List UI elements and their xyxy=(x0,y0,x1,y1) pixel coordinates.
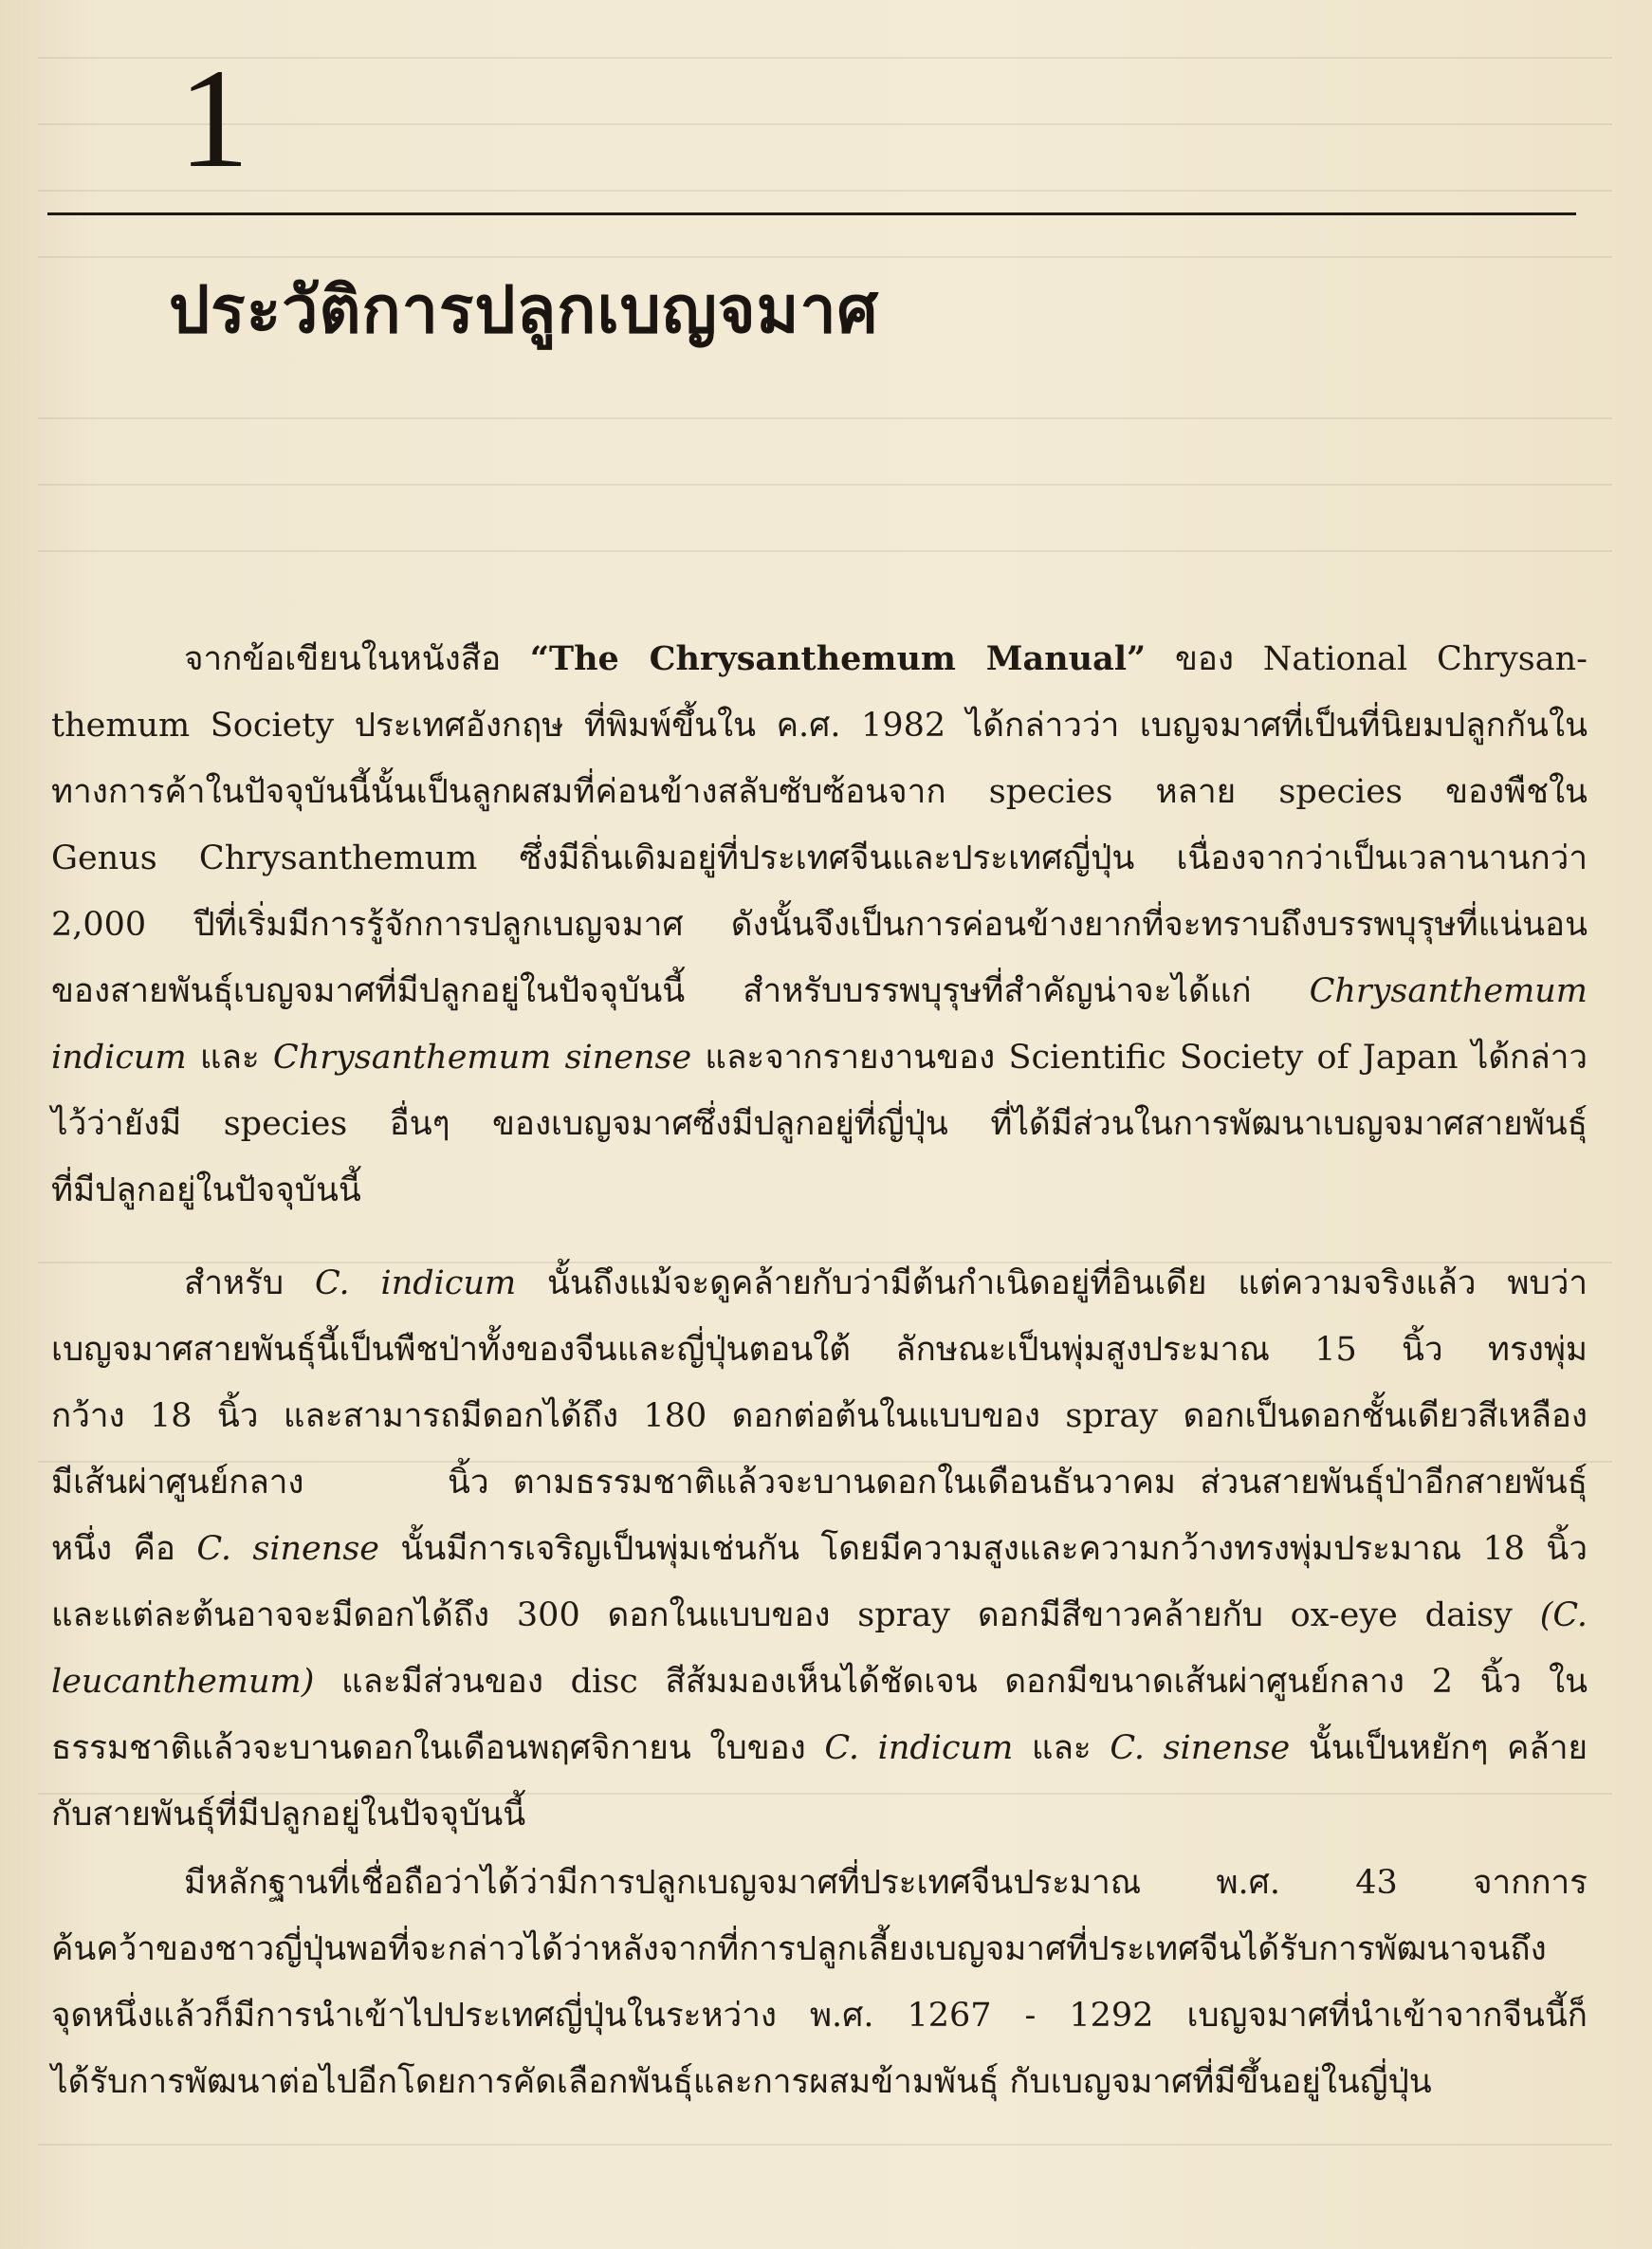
text-line xyxy=(51,626,1588,692)
text-run: ที่มีปลูกอยู่ในปัจจุบันนี้ xyxy=(51,1171,361,1209)
text-run: และมีส่วนของ disc สีส้มมองเห็นได้ชัดเจน ดอกมีขนาดเส้นผ่าศูนย์กลาง 2 นิ้ว ใน xyxy=(314,1663,1588,1701)
text-line xyxy=(51,1250,1588,1317)
text-run: จากข้อเขียนในหนังสือ xyxy=(184,640,530,678)
text-line xyxy=(51,1091,1588,1157)
text-line xyxy=(51,1582,1588,1649)
text-run: สำหรับ xyxy=(184,1264,315,1302)
paragraph xyxy=(51,1850,1588,2115)
scientific-name: Chrysanthemum xyxy=(1309,972,1588,1010)
chapter-divider xyxy=(47,212,1576,215)
text-run: มีหลักฐานที่เชื่อถือว่าได้ว่ามีการปลูกเบญจมาศที่ประเทศจีนประมาณ พ.ศ. 43 จากการ xyxy=(184,1864,1588,1902)
scientific-name: C. sinense xyxy=(196,1530,379,1568)
text-run: นั้นเป็นหยักๆ คล้าย xyxy=(1290,1729,1588,1767)
text-run: ทางการค้าในปัจจุบันนี้นั้นเป็นลูกผสมที่ค่อนข้างสลับซับซ้อนจาก species หลาย species ของพืชใน xyxy=(51,773,1588,811)
text-line xyxy=(51,1516,1588,1582)
text-line xyxy=(51,1781,1588,1848)
text-line xyxy=(51,1157,1588,1224)
scientific-name: C. indicum xyxy=(314,1264,517,1302)
text-run: กับสายพันธุ์ที่มีปลูกอยู่ในปัจจุบันนี้ xyxy=(51,1796,526,1834)
text-line xyxy=(51,1449,1588,1516)
text-line xyxy=(51,759,1588,825)
text-line xyxy=(51,2049,1588,2115)
text-run: เบญจมาศสายพันธุ์นี้เป็นพืชป่าทั้งของจีนและญี่ปุ่นตอนใต้ ลักษณะเป็นพุ่มสูงประมาณ 15 นิ้ว ทรงพุ่ม xyxy=(51,1331,1588,1369)
text-run: ได้รับการพัฒนาต่อไปอีกโดยการคัดเลือกพันธุ์และการผสมข้ามพันธุ์ กับเบญจมาศที่มีขึ้นอยู่ในญี่ปุ่น xyxy=(51,2063,1432,2101)
text-line xyxy=(51,1383,1588,1449)
text-line xyxy=(51,958,1588,1024)
scientific-name: leucanthemum) xyxy=(51,1663,315,1701)
text-run: ของสายพันธุ์เบญจมาศที่มีปลูกอยู่ในปัจจุบันนี้ สำหรับบรรพบุรุษที่สำคัญน่าจะได้แก่ xyxy=(51,972,1310,1010)
text-run: themum Society ประเทศอังกฤษ ที่พิมพ์ขึ้นใน ค.ศ. 1982 ได้กล่าวว่า เบญจมาศที่เป็นที่นิยมปลูกกันใน xyxy=(51,707,1588,745)
text-run: 2,000 ปีที่เริ่มมีการรู้จักการปลูกเบญจมาศ ดังนั้นจึงเป็นการค่อนข้างยากที่จะทราบถึงบรรพบุรุษที่แน่นอน xyxy=(51,906,1588,944)
paragraph xyxy=(51,1250,1588,1848)
text-line xyxy=(51,1649,1588,1715)
text-run: Genus Chrysanthemum ซึ่งมีถิ่นเดิมอยู่ที่ประเทศจีนและประเทศญี่ปุ่น เนื่องจากว่าเป็นเวลานานกว่า xyxy=(51,839,1588,877)
text-line xyxy=(51,1850,1588,1916)
text-run: จุดหนึ่งแล้วก็มีการนำเข้าไปประเทศญี่ปุ่นในระหว่าง พ.ศ. 1267 - 1292 เบญจมาศที่นำเข้าจากจีนนี้ก็ xyxy=(51,1997,1588,2035)
text-run: หนึ่ง คือ xyxy=(51,1530,197,1568)
scientific-name: indicum xyxy=(51,1039,187,1077)
text-run: นั้นถึงแม้จะดูคล้ายกับว่ามีต้นกำเนิดอยู่ที่อินเดีย แต่ความจริงแล้ว พบว่า xyxy=(516,1264,1588,1302)
text-line xyxy=(51,1982,1588,2049)
text-run: และ xyxy=(1013,1729,1111,1767)
text-run: และ xyxy=(186,1039,273,1077)
text-run: นั้นมีการเจริญเป็นพุ่มเช่นกัน โดยมีความสูงและความกว้างทรงพุ่มประมาณ 18 นิ้ว xyxy=(379,1530,1588,1568)
text-run: และจากรายงานของ Scientific Society of Japan ได้กล่าว xyxy=(691,1039,1588,1077)
text-run: ค้นคว้าของชาวญี่ปุ่นพอที่จะกล่าวได้ว่าหลังจากที่การปลูกเลี้ยงเบญจมาศที่ประเทศจีนได้รับการพัฒนาจนถึง xyxy=(51,1930,1547,1968)
text-line xyxy=(51,1916,1588,1982)
text-line xyxy=(51,1715,1588,1781)
scientific-name: Chrysanthemum sinense xyxy=(272,1039,692,1077)
text-line xyxy=(51,892,1588,958)
text-run: ธรรมชาติแล้วจะบานดอกในเดือนพฤศจิกายน ใบของ xyxy=(51,1729,825,1767)
scientific-name: C. sinense xyxy=(1110,1729,1291,1767)
text-line xyxy=(51,1317,1588,1383)
chapter-number: 1 xyxy=(178,40,249,197)
book-title: “The Chrysanthemum Manual” xyxy=(529,639,1147,678)
text-run: ของ National Chrysan- xyxy=(1146,640,1588,678)
text-line xyxy=(51,692,1588,759)
text-run: ไว้ว่ายังมี species อื่นๆ ของเบญจมาศซึ่งมีปลูกอยู่ที่ญี่ปุ่น ที่ได้มีส่วนในการพัฒนาเบญจมาศสายพันธุ์ xyxy=(51,1105,1588,1143)
paragraph xyxy=(51,626,1588,1224)
text-line xyxy=(51,825,1588,892)
scientific-name: (C. xyxy=(1539,1596,1588,1634)
text-run: และแต่ละต้นอาจจะมีดอกได้ถึง 300 ดอกในแบบของ spray ดอกมีสีขาวคล้ายกับ ox-eye daisy xyxy=(51,1596,1540,1634)
scientific-name: C. indicum xyxy=(824,1729,1014,1767)
text-run: มีเส้นผ่าศูนย์กลาง นิ้ว ตามธรรมชาติแล้วจะบานดอกในเดือนธันวาคม ส่วนสายพันธุ์ป่าอีกสายพันธุ์ xyxy=(51,1464,1588,1502)
text-run: กว้าง 18 นิ้ว และสามารถมีดอกได้ถึง 180 ดอกต่อต้นในแบบของ spray ดอกเป็นดอกชั้นเดียวสีเหลือง xyxy=(51,1397,1588,1435)
chapter-title: ประวัติการปลูกเบญจมาศ xyxy=(169,273,879,348)
text-line xyxy=(51,1024,1588,1091)
